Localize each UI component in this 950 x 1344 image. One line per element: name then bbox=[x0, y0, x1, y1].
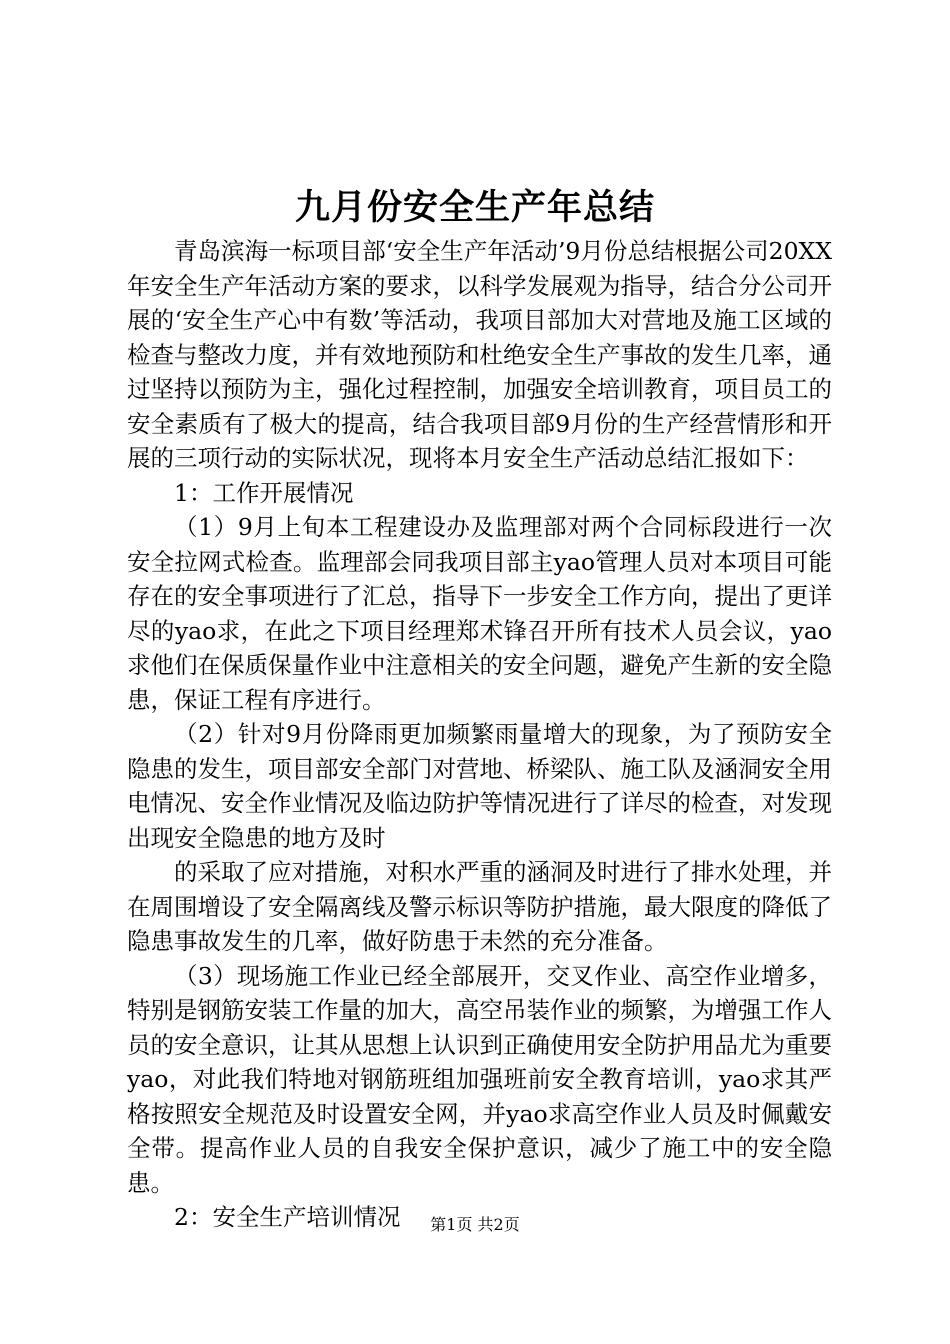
page-footer: 第1页 共2页 bbox=[430, 1215, 520, 1234]
paragraph-item-2-continued: 的采取了应对措施，对积水严重的涵洞及时进行了排水处理，并在周围增设了安全隔离线及警示标识等防护措施，最大限度的降低了隐患事故发生的几率，做好防患于未然的充分准备。 bbox=[127, 858, 832, 955]
document-body bbox=[127, 234, 832, 1235]
paragraph-intro: 青岛滨海一标项目部‘安全生产年活动’9月份总结根据公司20XX年安全生产年活动方案的要求，以科学发展观为指导，结合分公司开展的‘安全生产心中有数’等活动，我项目部加大对营地及施工区域的检查与整改力度，并有效地预防和杜绝安全生产事故的发生几率，通过坚持以预防为主，强化过程控制，加强安全培训教育，项目员工的安全素质有了极大的提高，结合我项目部9月份的生产经营情形和开展的三项行动的实际状况，现将本月安全生产活动总结汇报如下： bbox=[127, 237, 832, 472]
section-heading-training: 2：安全生产培训情况 bbox=[174, 1203, 401, 1231]
section-heading-work: 1：工作开展情况 bbox=[174, 478, 354, 507]
paragraph-item-2: （2）针对9月份降雨更加频繁雨量增大的现象，为了预防安全隐患的发生，项目部安全部门对营地、桥梁队、施工队及涵洞安全用电情况、安全作业情况及临边防护等情况进行了详尽的检查，对发现出现安全隐患的地方及时 bbox=[127, 720, 832, 852]
paragraph-item-1: （1）9月上旬本工程建设办及监理部对两个合同标段进行一次安全拉网式检查。监理部会同我项目部主yao管理人员对本项目可能存在的安全事项进行了汇总，指导下一步安全工作方向，提出了更详尽的yao求，在此之下项目经理郑术锋召开所有技术人员会议，yao求他们在保质保量作业中注意相关的安全问题，避免产生新的安全隐患，保证工程有序进行。 bbox=[127, 513, 832, 714]
document-title: 九月份安全生产年总结 bbox=[294, 188, 655, 228]
paragraph-item-3: （3）现场施工作业已经全部展开，交叉作业、高空作业增多，特别是钢筋安装工作量的加大，高空吊装作业的频繁，为增强工作人员的安全意识，让其从思想上认识到正确使用安全防护用品尤为重要yao，对此我们特地对钢筋班组加强班前安全教育培训，yao求其严格按照安全规范及时设置安全网，并yao求高空作业人员及时佩戴安全带。提高作业人员的自我安全保护意识，减少了施工中的安全隐患。 bbox=[127, 961, 832, 1197]
